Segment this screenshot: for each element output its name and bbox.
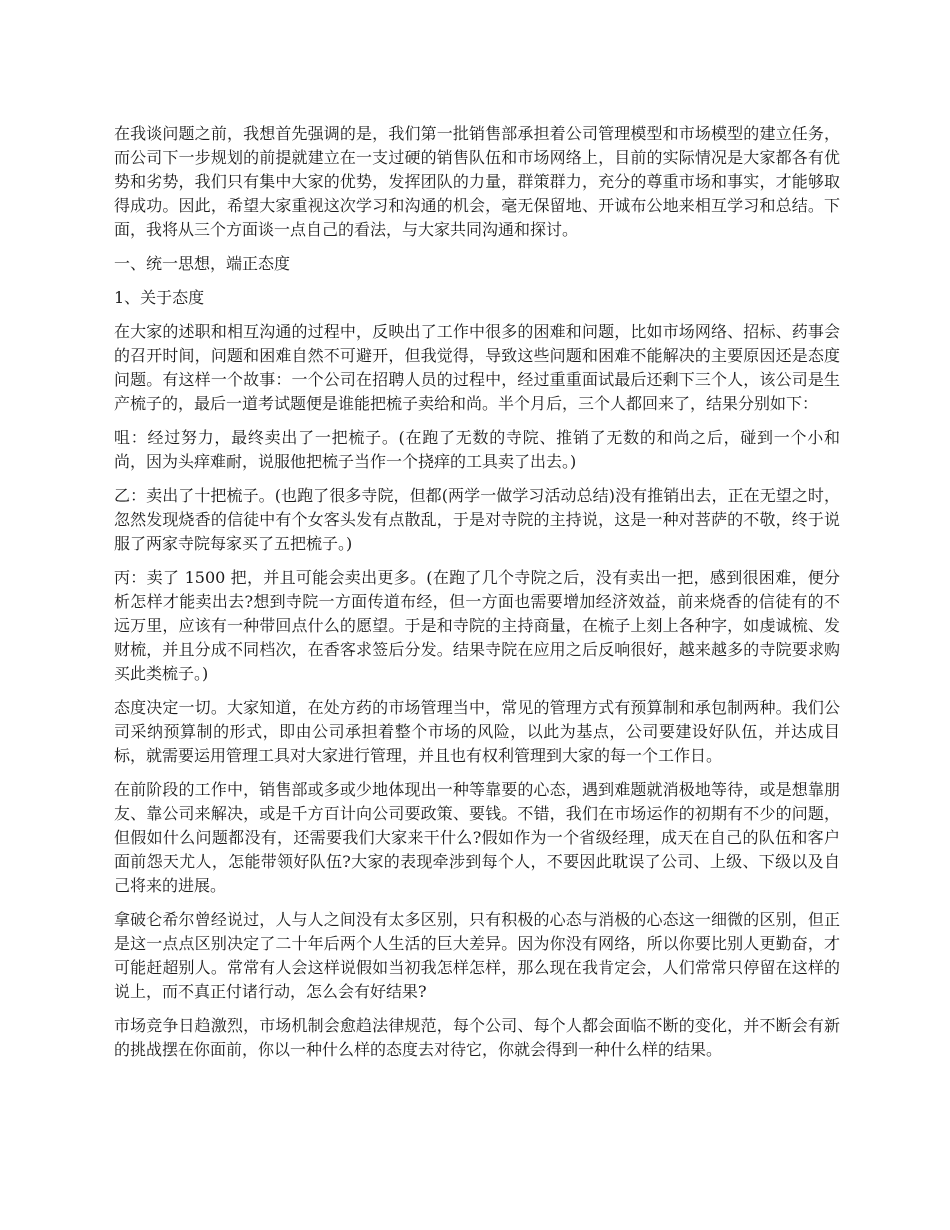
story-paragraph-b: 乙：卖出了十把梳子。(也跑了很多寺院，但都(两学一做学习活动总结)没有推销出去，正在无望之时，忽然发现烧香的信徒中有个女客头发有点散乱，于是对寺院的主持说，这是一种对菩萨的不敬，终于说服了两家寺院每家买了五把梳子。) <box>114 486 840 553</box>
body-paragraph: 拿破仑希尔曾经说过，人与人之间没有太多区别，只有积极的心态与消极的心态这一细微的区别，但正是这一点点区别决定了二十年后两个人生活的巨大差异。因为你没有网络，所以你要比别人更勤奋，才可能赶超别人。常常有人会这样说假如当初我怎样怎样，那么现在我肯定会，人们常常只停留在这样的说上，而不真正付诸行动，怎么会有好结果? <box>114 910 840 1001</box>
body-paragraph: 市场竞争日趋激烈，市场机制会愈趋法律规范，每个公司、每个人都会面临不断的变化，并不断会有新的挑战摆在你面前，你以一种什么样的态度去对待它，你就会得到一种什么样的结果。 <box>114 1016 840 1059</box>
subsection-heading: 1、关于态度 <box>114 288 205 307</box>
intro-paragraph: 在我谈问题之前，我想首先强调的是，我们第一批销售部承担着公司管理模型和市场模型的建立任务，而公司下一步规划的前提就建立在一支过硬的销售队伍和市场网络上，目前的实际情况是大家都各有优势和劣势，我们只有集中大家的优势，发挥团队的力量，群策群力，充分的尊重市场和事实，才能够取得成功。因此，希望大家重视这次学习和沟通的机会，毫无保留地、开诚布公地来相互学习和总结。下面，我将从三个方面谈一点自己的看法，与大家共同沟通和探讨。 <box>114 124 840 239</box>
body-paragraph: 在大家的述职和相互沟通的过程中，反映出了工作中很多的困难和问题，比如市场网络、招标、药事会的召开时间，问题和困难自然不可避开，但我觉得，导致这些问题和困难不能解决的主要原因还是态度问题。有这样一个故事：一个公司在招聘人员的过程中，经过重重面试最后还剩下三个人，该公司是生产梳子的，最后一道考试题便是谁能把梳子卖给和尚。半个月后，三个人都回来了，结果分别如下： <box>114 322 840 413</box>
body-paragraph: 在前阶段的工作中，销售部或多或少地体现出一种等靠要的心态，遇到难题就消极地等待，或是想靠朋友、靠公司来解决，或是千方百计向公司要政策、要钱。不错，我们在市场运作的初期有不少的问题，但假如什么问题都没有，还需要我们大家来干什么?假如作为一个省级经理，成天在自己的队伍和客户面前怨天尤人，怎能带领好队伍?大家的表现牵涉到每个人，不要因此耽误了公司、上级、下级以及自己将来的进展。 <box>114 780 840 895</box>
section-heading: 一、统一思想，端正态度 <box>114 254 291 273</box>
story-paragraph-c: 丙：卖了 1500 把，并且可能会卖出更多。(在跑了几个寺院之后，没有卖出一把，感到很困难，便分析怎样才能卖出去?想到寺院一方面传道布经，但一方面也需要增加经济效益，前来烧香的信徒有的不远万里，应该有一种带回点什么的愿望。于是和寺院的主持商量，在梳子上刻上各种字，如虔诚梳、发财梳，并且分成不同档次，在香客求签后分发。结果寺院在应用之后反响很好，越来越多的寺院要求购买此类梳子。) <box>114 568 840 683</box>
document-page <box>114 122 840 1072</box>
body-paragraph: 态度决定一切。大家知道，在处方药的市场管理当中，常见的管理方式有预算制和承包制两种。我们公司采纳预算制的形式，即由公司承担着整个市场的风险，以此为基点，公司要建设好队伍，并达成目标，就需要运用管理工具对大家进行管理，并且也有权利管理到大家的每一个工作日。 <box>114 698 840 765</box>
story-paragraph-a: 咀：经过努力，最终卖出了一把梳子。(在跑了无数的寺院、推销了无数的和尚之后，碰到一个小和尚，因为头痒难耐，说服他把梳子当作一个挠痒的工具卖了出去。) <box>114 428 840 471</box>
